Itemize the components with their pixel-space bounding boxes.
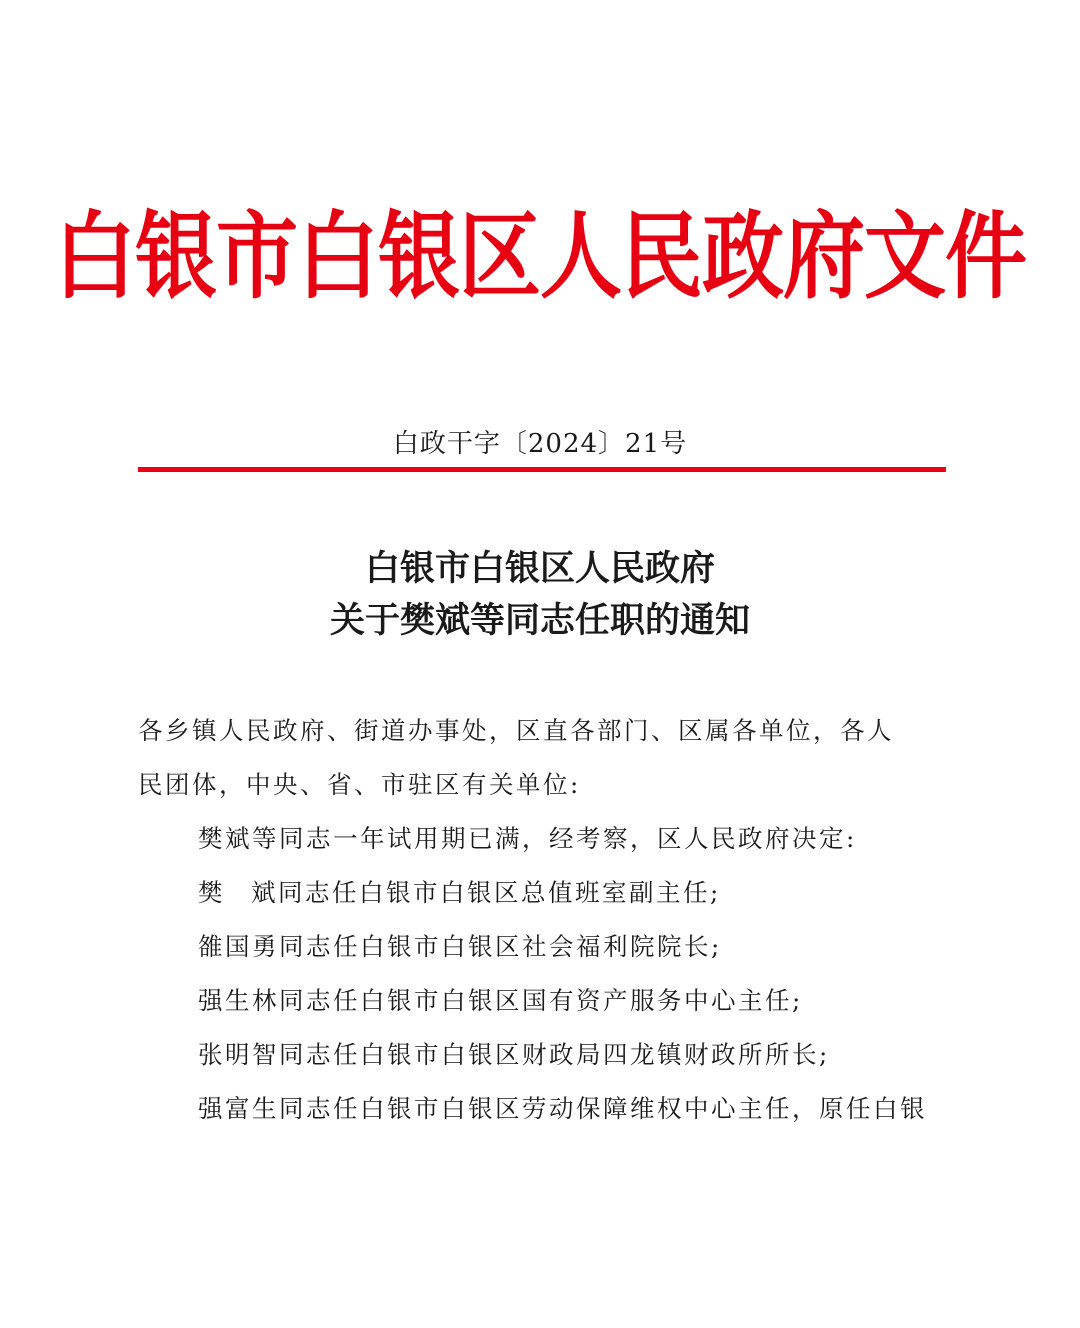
document-body <box>138 704 948 1136</box>
salutation-line-2: 民团体，中央、省、市驻区有关单位: <box>138 770 581 799</box>
appointment-4: 张明智同志任白银市白银区财政局四龙镇财政所所长; <box>198 1040 830 1069</box>
appointment-1 <box>138 866 948 920</box>
intro-paragraph: 樊斌等同志一年试用期已满，经考察，区人民政府决定: <box>198 824 857 853</box>
appointment-1-text: 同志任白银市白银区总值班室副主任; <box>278 878 721 907</box>
title-line-1: 白银市白银区人民政府 <box>364 548 715 589</box>
document-masthead: 白银市白银区人民政府文件 <box>53 201 1026 313</box>
document-number: 白政干字〔2024〕21号 <box>392 429 688 459</box>
salutation-line-1: 各乡镇人民政府、街道办事处，区直各部门、区属各单位，各人 <box>138 716 894 745</box>
appointment-2: 雒国勇同志任白银市白银区社会福利院院长; <box>198 932 722 961</box>
appointment-1-name-last: 斌 <box>251 878 278 907</box>
appointment-3: 强生林同志任白银市白银区国有资产服务中心主任; <box>198 986 803 1015</box>
appointment-1-name-first: 樊 <box>198 878 225 907</box>
document-title <box>0 543 1080 647</box>
appointment-5: 强富生同志任白银市白银区劳动保障维权中心主任，原任白银 <box>198 1094 927 1123</box>
red-divider-line <box>138 467 946 472</box>
title-line-2: 关于樊斌等同志任职的通知 <box>329 600 750 641</box>
